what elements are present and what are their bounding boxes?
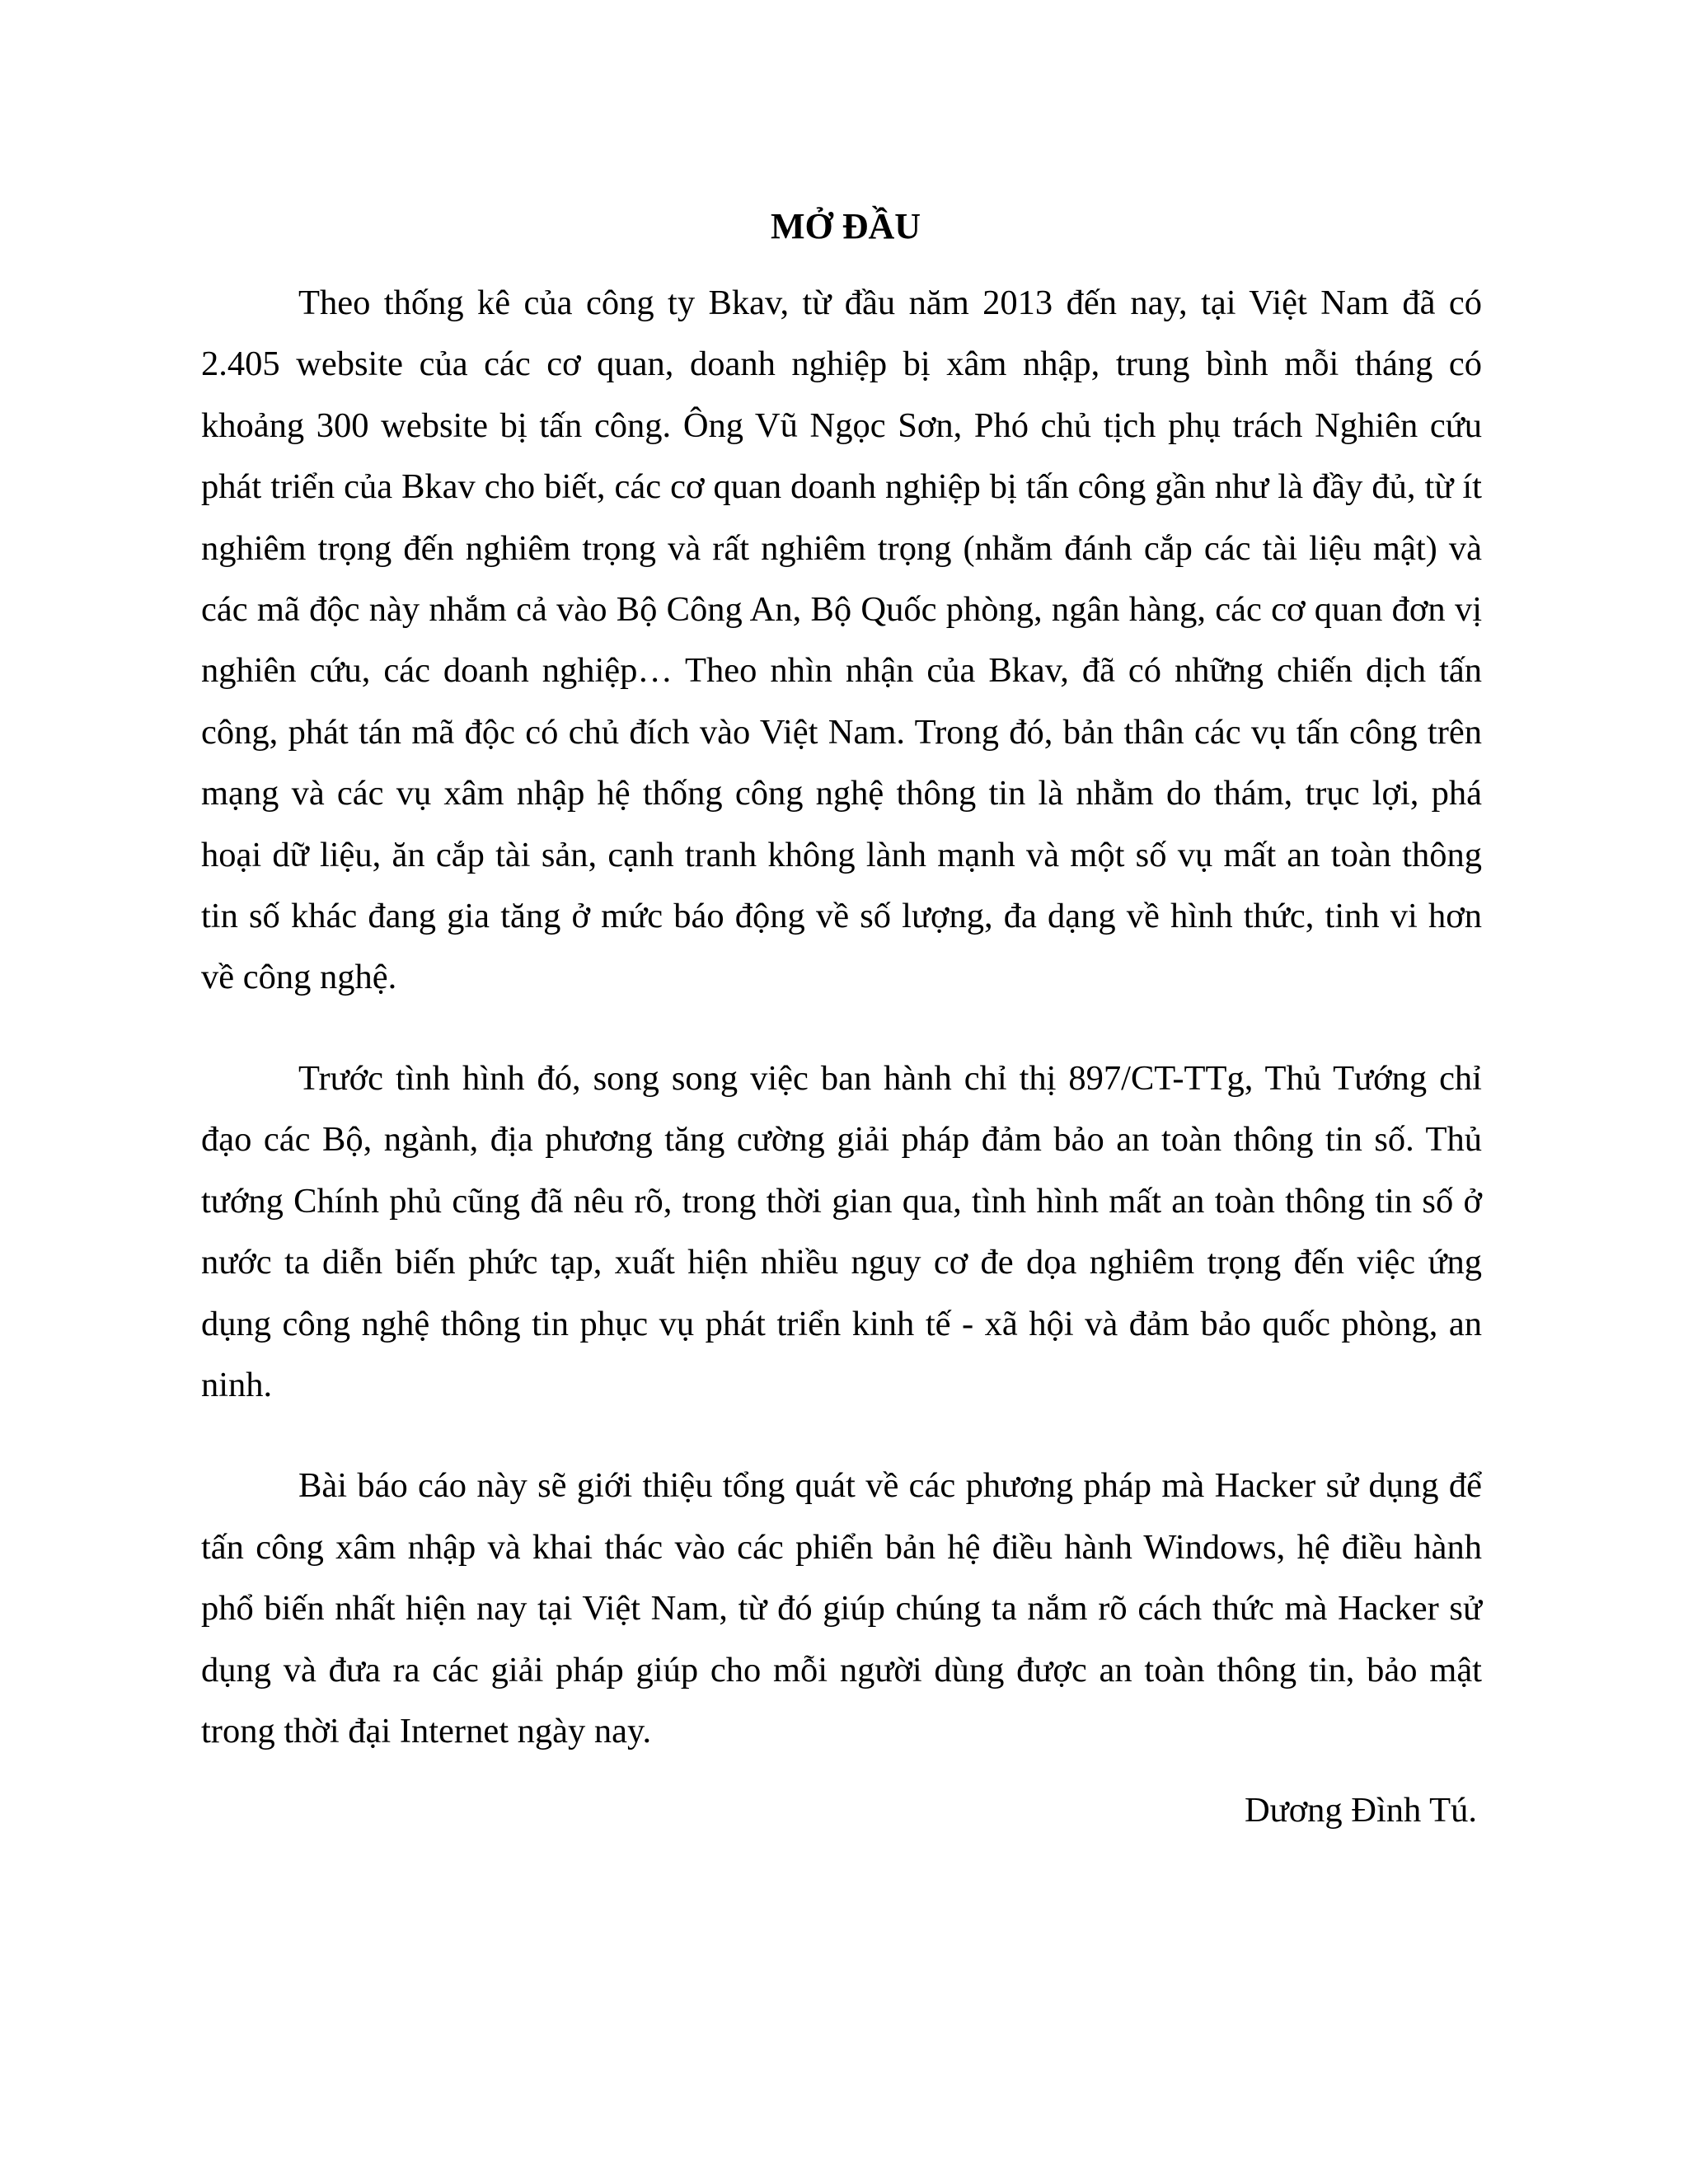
paragraph-1: Theo thống kê của công ty Bkav, từ đầu năm 2013 đến nay, tại Việt Nam đã có 2.405 website của các cơ quan, doanh nghiệp bị xâm nhập, trung bình mỗi tháng có khoảng 300 website bị tấn công. Ông Vũ Ngọc Sơn, Phó chủ tịch phụ trách Nghiên cứu phát triển của Bkav cho biết, các cơ quan doanh nghiệp bị tấn công gần như là đầy đủ, từ ít nghiêm trọng đến nghiêm trọng và rất nghiêm trọng (nhằm đánh cắp các tài liệu mật) và các mã độc này nhắm cả vào Bộ Công An, Bộ Quốc phòng, ngân hàng, các cơ quan đơn vị nghiên cứu, các doanh nghiệp… Theo nhìn nhận của Bkav, đã có những chiến dịch tấn công, phát tán mã độc có chủ đích vào Việt Nam. Trong đó, bản thân các vụ tấn công trên mạng và các vụ xâm nhập hệ thống công nghệ thông tin là nhằm do thám, trục lợi, phá hoại dữ liệu, ăn cắp tài sản, cạnh tranh không lành mạnh và một số vụ mất an toàn thông tin số khác đang gia tăng ở mức báo động về số lượng, đa dạng về hình thức, tinh vi hơn về công nghệ. — [201, 284, 1482, 997]
page-title: MỞ ĐẦU — [770, 206, 921, 246]
author-signature: Dương Đình Tú. — [1244, 1791, 1477, 1830]
paragraph-3: Bài báo cáo này sẽ giới thiệu tổng quát về các phương pháp mà Hacker sử dụng để tấn công xâm nhập và khai thác vào các phiển bản hệ điều hành Windows, hệ điều hành phổ biến nhất hiện nay tại Việt Nam, từ đó giúp chúng ta nắm rõ cách thức mà Hacker sử dụng và đưa ra các giải pháp giúp cho mỗi người dùng được an toàn thông tin, bảo mật trong thời đại Internet ngày nay. — [201, 1466, 1482, 1750]
paragraph-2: Trước tình hình đó, song song việc ban hành chỉ thị 897/CT-TTg, Thủ Tướng chỉ đạo các Bộ, ngành, địa phương tăng cường giải pháp đảm bảo an toàn thông tin số. Thủ tướng Chính phủ cũng đã nêu rõ, trong thời gian qua, tình hình mất an toàn thông tin số ở nước ta diễn biến phức tạp, xuất hiện nhiều nguy cơ đe dọa nghiêm trọng đến việc ứng dụng công nghệ thông tin phục vụ phát triển kinh tế - xã hội và đảm bảo quốc phòng, an ninh. — [201, 1058, 1482, 1404]
